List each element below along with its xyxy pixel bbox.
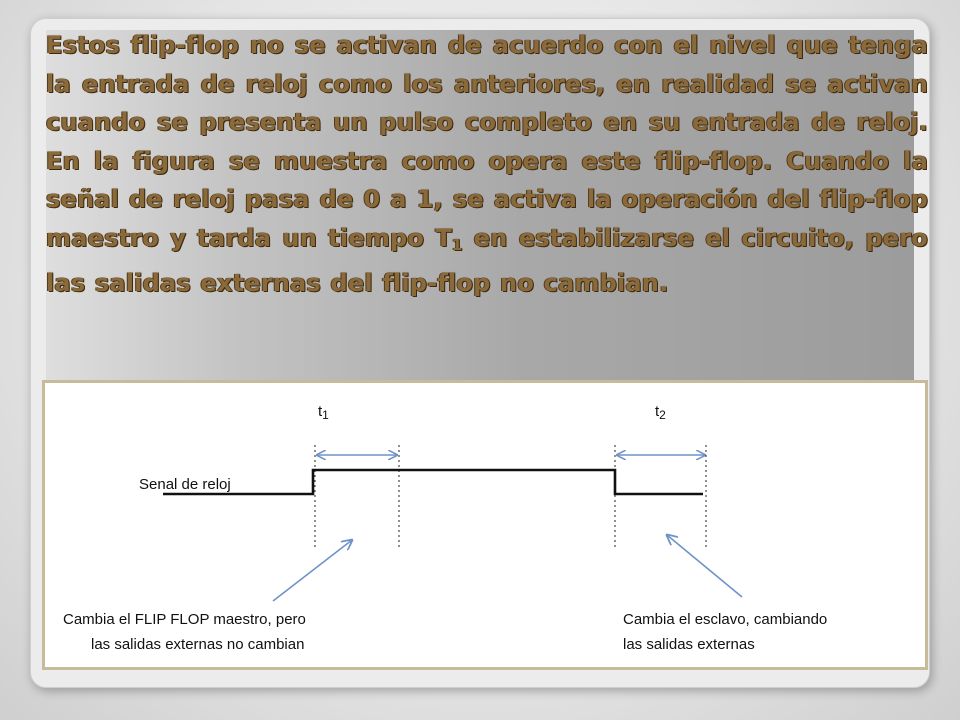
timing-diagram-frame	[42, 380, 928, 670]
paragraph-part2: en estabilizarse el circuito, pero las salidas externas del flip-flop no cambian.	[46, 223, 928, 297]
caption-master-line1: Cambia el FLIP FLOP maestro, pero	[63, 611, 306, 628]
timing-diagram	[45, 383, 925, 667]
t1-label: $t_1$	[318, 403, 329, 422]
caption-master-line2: las salidas externas no cambian	[91, 636, 305, 653]
caption-slave-line2: las salidas externas	[623, 636, 755, 653]
clock-signal-label: Senal de reloj	[139, 476, 231, 493]
body-paragraph	[46, 26, 928, 303]
caption-slave-line1: Cambia el esclavo, cambiando	[623, 611, 828, 628]
paragraph-part1: Estos flip-flop no se activan de acuerdo con el nivel que tenga la entrada de reloj como los anteriores, en realidad se activan cuando se presenta un pulso completo en su entrada de reloj. En la figura se muestra como opera este flip-flop. Cuando la señal de reloj pasa de 0 a 1, se activa la operación del flip-flop maestro y tarda un tiempo T	[46, 31, 928, 252]
t2-label: $t_2$	[655, 403, 666, 422]
clock-waveform	[163, 470, 703, 494]
pointer-arrow-master	[273, 540, 352, 601]
paragraph-subscript: 1	[451, 235, 463, 254]
pointer-arrow-slave	[667, 535, 742, 597]
